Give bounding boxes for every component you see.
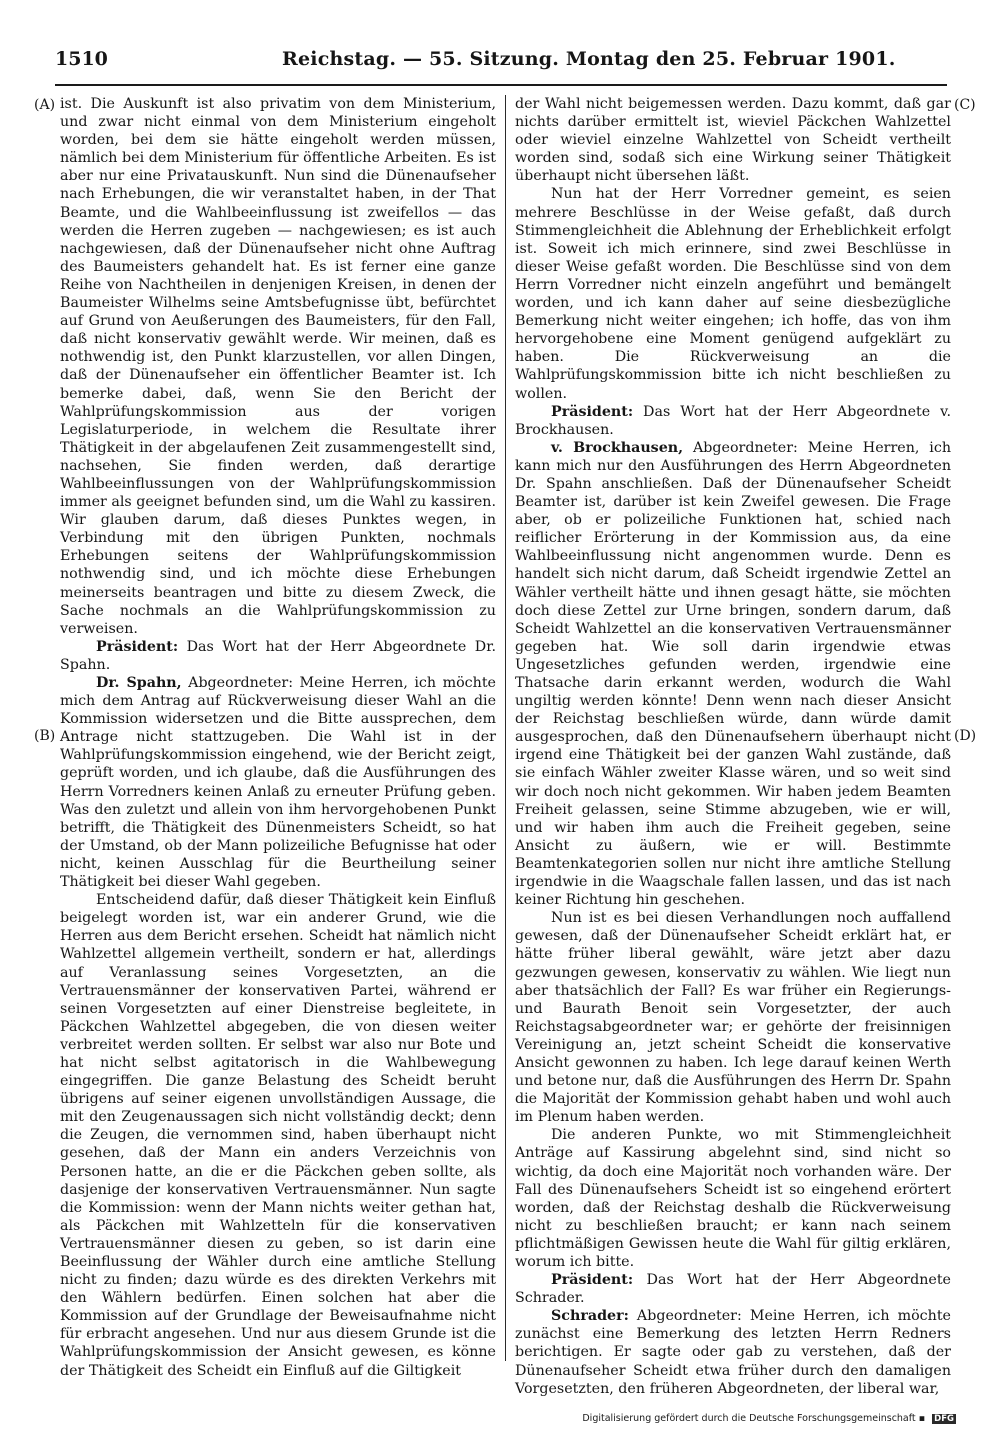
paragraph — [515, 1126, 951, 1271]
paragraph — [60, 638, 496, 674]
header-rule — [55, 84, 947, 86]
left-column — [60, 95, 496, 1380]
paragraph-text: Das Wort hat der Herr Abgeordnete Dr. Spahn. — [60, 638, 496, 673]
paragraph-text: Nun hat der Herr Vorredner gemeint, es seien mehrere Beschlüsse in der Weise gefaßt, daß durch Stimmengleichheit die Ablehnung der Erheblichkeit erfolgt ist. Soweit ich mich erinnere, sind zwei Beschlüsse in dieser Weise gefaßt worden. Die Beschlüsse sind von dem Herrn Vorredner nicht einzeln angeführt und bemängelt worden, und ich kann daher auf seine diesbezügliche Bemerkung nicht weiter eingehen; ich hoffe, das von ihm hervorgehobene eine Moment genügend aufgeklärt zu haben. Die Rückverweisung an die Wahlprüfungskommission bitte ich nicht beschließen zu wollen. — [515, 186, 951, 402]
paragraph-text: Abgeordneter: Meine Herren, ich möchte mich dem Antrag auf Rückverweisung dieser Wahl an die Kommission widersetzen und die Bitte aussprechen, dem Antrage nicht stattzugeben. Die Wahl ist in der Wahlprüfungskommission eingehend, wie der Bericht zeigt, geprüft worden, und ich glaube, daß die Ausführungen des Herrn Vorredners keinen Anlaß zu erneuter Prüfung geben. Was den zuletzt und allein von ihm hervorgehobenen Punkt betrifft, die Thätigkeit des Dünenmeisters Scheidt, so hat der Umstand, ob der Mann polizeiliche Befugnisse hat oder nicht, keinen Ausschlag für die Beurtheilung seiner Thätigkeit bei dieser Wahl gegeben. — [60, 675, 496, 891]
running-head: Reichstag. — 55. Sitzung. Montag den 25. Februar 1901. — [282, 48, 896, 70]
paragraph-text: Die anderen Punkte, wo mit Stimmengleichheit Anträge auf Kassirung abgelehnt sind, sind nicht so wichtig, da doch eine Majorität noch vorhanden wäre. Der Fall des Dünenaufsehers Scheidt ist so eingehend erörtert worden, daß der Reichstag deshalb die Rückverweisung nicht zu beschließen braucht; er kann nach seinem pflichtmäßigen Gewissen heute die Wahl für giltig erklären, worum ich bitte. — [515, 1127, 951, 1270]
paragraph-text: der Wahl nicht beigemessen werden. Dazu kommt, daß gar nichts darüber ermittelt ist, wieviel Päckchen Wahlzettel oder wieviel einzelne Wahlzettel von Scheidt vertheilt worden sind, sodaß sich eine Wirkung seiner Thätigkeit überhaupt nicht übersehen läßt. — [515, 96, 951, 185]
paragraph — [60, 95, 496, 638]
paragraph-text: ist. Die Auskunft ist also privatim von dem Ministerium, und zwar nicht einmal von dem Ministerium eingeholt worden, bei dem sie hätte eingeholt werden müssen, nämlich bei dem Ministerium für öffentliche Arbeiten. Es ist aber nur eine Privatauskunft. Nun sind die Dünenaufseher nach Erhebungen, die wir veranstaltet haben, in der That Beamte, und die Wahlbeeinflussung ist zweifellos — das werden die Herren zugeben — nachgewiesen; es ist auch nachgewiesen, daß der Dünenaufseher nicht ohne Auftrag des Baumeisters gehandelt hat. Es ist ferner eine ganze Reihe von Nachtheilen in denjenigen Kreisen, in denen der Baumeister Wilhelms seine Amtsbefugnisse übt, befürchtet auf Grund von Aeußerungen des Baumeisters, für den Fall, daß nicht konservativ gewählt werde. Wir meinen, daß es nothwendig ist, den Punkt klarzustellen, vor allen Dingen, daß der Dünenaufseher ein öffentlicher Beamter ist. Ich bemerke dabei, daß, wenn Sie den Bericht der Wahlprüfungskommission aus der vorigen Legislaturperiode, in welchem die Resultate ihrer Thätigkeit in der abgelaufenen Zeit zusammengestellt sind, nachsehen, Sie finden werden, daß derartige Wahlbeeinflussungen von der Wahlprüfungskommission immer als geeignet befunden sind, um die Wahl zu kassiren. Wir glauben darum, daß dieses Punktes wegen, in Verbindung mit den übrigen Punkten, nochmals Erhebungen seitens der Wahlprüfungskommission nothwendig sind, und ich möchte diese Erhebungen meinerseits beantragen und bitte zu diesem Zweck, die Sache nochmals an die Wahlprüfungskommission zu verweisen. — [60, 96, 496, 637]
paragraph — [515, 1307, 951, 1397]
credit-text: Digitalisierung gefördert durch die Deutsche Forschungsgemeinschaft — [582, 1413, 916, 1424]
speaker-name: Präsident: — [551, 403, 634, 420]
paragraph — [60, 674, 496, 891]
paragraph-text: Entscheidend dafür, daß dieser Thätigkeit kein Einfluß beigelegt worden ist, war ein anderer Grund, wie die Herren aus dem Bericht ersehen. Scheidt hat nämlich nicht Wahlzettel allgemein vertheilt, sondern er hat, allerdings auf Veranlassung seines Vorgesetzten, an die Vertrauensmänner der konservativen Partei, während er seinen Vorgesetzten auf einer Dienstreise begleitete, in Päckchen Wahlzettel abgegeben, die von diesen weiter verbreitet werden sollten. Er selbst war also nur Bote und hat nicht selbst agitatorisch in die Wahlbewegung eingegriffen. Die ganze Belastung des Scheidt beruht übrigens auf seiner eigenen unvollständigen Aussage, die mit den Zeugenaussagen sich nicht vollständig deckt; denn die Zeugen, die vernommen sind, haben überhaupt nicht gesehen, daß der Mann ein anders Verzeichnis von Personen hatte, an die er die Päckchen geben sollte, als dasjenige der konservativen Vertrauensmänner. Nun sagte die Kommission: wenn der Mann nichts weiter gethan hat, als Päckchen mit Wahlzetteln für die konservativen Vertrauensmänner diesen zu geben, so ist darin eine Beeinflussung der Wähler durch eine amtliche Stellung nicht zu finden; dazu würde es des direkten Verkehrs mit den Wählern bedürfen. Einen solchen hat aber die Kommission auf der Grundlage der Beweisaufnahme nicht für erbracht angesehen. Und nur aus diesem Grunde ist die Wahlprüfungskommission der Ansicht gewesen, es könne der Thätigkeit des Scheidt ein Einfluß auf die Giltigkeit — [60, 892, 496, 1379]
margin-marker-b: (B) — [34, 728, 56, 744]
margin-marker-c: (C) — [954, 97, 976, 113]
speaker-name: Präsident: — [551, 1272, 634, 1289]
column-divider — [505, 95, 506, 1361]
right-column — [515, 95, 951, 1398]
paragraph — [515, 1271, 951, 1307]
margin-marker-a: (A) — [34, 97, 56, 113]
digitization-credit: Digitalisierung gefördert durch die Deutsche Forschungsgemeinschaft ▪ DFG — [582, 1413, 954, 1424]
page-number: 1510 — [55, 48, 108, 70]
paragraph — [515, 909, 951, 1126]
paragraph-text: Nun ist es bei diesen Verhandlungen noch auffallend gewesen, daß der Dünenaufseher Scheidt erklärt hat, er hätte früher liberal gewählt, wäre jetzt aber dazu gezwungen gewesen, konservativ zu wählen. Wie liegt nun aber thatsächlich der Fall? Es war früher ein Regierungs- und Baurath Benoit sein Vorgesetzter, der auch Reichstagsabgeordneter war; er gehörte der freisinnigen Vereinigung an, jetzt scheint Scheidt die konservative Ansicht gewonnen zu haben. Ich lege darauf keinen Werth und betone nur, daß die Ausführungen des Herrn Dr. Spahn die Majorität der Kommission gehabt haben und wohl auch im Plenum haben werden. — [515, 910, 951, 1126]
margin-marker-d: (D) — [954, 728, 977, 744]
paragraph — [515, 95, 951, 185]
paragraph — [515, 439, 951, 909]
speaker-name: v. Brockhausen, — [551, 439, 684, 456]
paragraph — [60, 891, 496, 1380]
paragraph — [515, 403, 951, 439]
speaker-name: Schrader: — [551, 1308, 629, 1325]
paragraph-text: Abgeordneter: Meine Herren, ich kann mich nur den Ausführungen des Herrn Abgeordneten Dr. Spahn anschließen. Daß der Dünenaufseher Scheidt Beamter ist, darüber ist kein Zweifel gewesen. Die Frage aber, ob er polizeiliche Funktionen hat, schied nach reiflicher Erörterung in der Kommission aus, da eine Wahlbeeinflussung nicht angenommen wurde. Denn es handelt sich nicht darum, daß Scheidt irgendwie Zettel an Wähler vertheilt hätte und ihnen gesagt hätte, sie möchten doch diese Zettel zur Urne bringen, sondern darum, daß Scheidt Wahlzettel an die konservativen Vertrauensmänner gegeben hat. Wie soll darin irgendwie etwas Ungesetzliches gefunden werden, irgendwie eine Thatsache darin erkannt werden, wodurch die Wahl ungiltig werden könnte! Denn wenn nach dieser Ansicht der Reichstag beschließen würde, dann würde damit ausgesprochen, daß den Dünenaufsehern überhaupt nicht irgend eine Thätigkeit bei der ganzen Wahl zustände, daß sie einfach Wähler zweiter Klasse wären, und so weit sind wir doch noch nicht gekommen. Wir haben jedem Beamten Freiheit gelassen, seine Stimme abzugeben, wie er will, und wir haben ihm auch die Freiheit gegeben, seine Ansicht zu äußern, wie er will. Bestimmte Beamtenkategorien sollen nur nicht ihre amtliche Stellung irgendwie in die Waagschale fallen lassen, und das ist nach keiner Richtung hin geschehen. — [515, 439, 951, 909]
speaker-name: Präsident: — [96, 638, 179, 655]
dfg-logo: DFG — [934, 1414, 954, 1424]
page-header — [0, 0, 1000, 90]
paragraph-text: Abgeordneter: Meine Herren, ich möchte zunächst eine Bemerkung des letzten Herrn Redners berichtigen. Er sagte oder gab zu verstehen, daß der Dünenaufseher Scheidt etwa früher durch den damaligen Vorgesetzten, den früheren Abgeordneten, der liberal war, — [515, 1308, 951, 1397]
page-footer — [0, 1405, 1000, 1434]
paragraph-text: Das Wort hat der Herr Abgeordnete Schrader. — [515, 1272, 951, 1307]
speaker-name: Dr. Spahn, — [96, 675, 182, 691]
paragraph — [515, 185, 951, 402]
paragraph-text: Das Wort hat der Herr Abgeordnete v. Brockhausen. — [515, 403, 951, 438]
